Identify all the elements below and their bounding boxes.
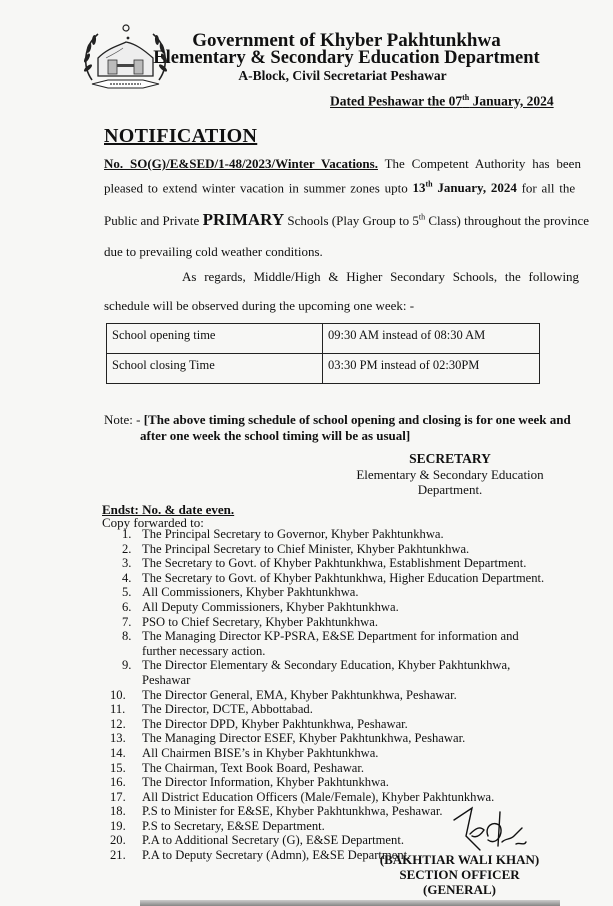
officer-designation: SECTION OFFICER (GENERAL) <box>399 867 520 897</box>
table-row <box>107 324 540 354</box>
copy-forwarded-label: Copy forwarded to: <box>102 515 204 530</box>
school-timing-table <box>106 323 540 384</box>
list-item: 14. All Chairmen BISE’s in Khyber Pakhtunkhwa. <box>110 745 379 760</box>
notification-paragraph-line: due to prevailing cold weather conditions. <box>104 244 323 259</box>
list-item: 15. The Chairman, Text Book Board, Peshawar. <box>110 760 365 775</box>
timing-value: 09:30 AM instead of 08:30 AM <box>323 324 540 354</box>
timing-label: School closing Time <box>107 354 323 384</box>
scan-edge-shadow <box>140 900 560 906</box>
officer-name: (BAKHTIAR WALI KHAN) <box>379 852 540 867</box>
notification-paragraph-line: pleased to extend winter vacation in summer zones upto 13th January, 2024 for all the <box>104 180 576 196</box>
list-item: 12. The Director DPD, Khyber Pakhtunkhwa, Peshawar. <box>110 716 408 731</box>
list-item: 16. The Director Information, Khyber Pakhtunkhwa. <box>110 775 389 790</box>
list-item: 4. The Secretary to Govt. of Khyber Pakhtunkhwa, Higher Education Department. <box>122 570 545 585</box>
list-item: 9. The Director Elementary & Secondary Education, Khyber Pakhtunkhwa, Peshawar <box>122 658 511 687</box>
secretary-signature-block <box>320 451 580 498</box>
section-officer-block <box>372 852 547 897</box>
list-item: 11. The Director, DCTE, Abbottabad. <box>110 702 313 717</box>
notification-paragraph-line: As regards, Middle/High & Higher Secondary Schools, the following <box>182 269 580 284</box>
header-government-name: Government of Khyber Pakhtunkhwa <box>192 30 501 51</box>
secretary-department: Elementary & Secondary Education <box>356 466 544 482</box>
endorsement-heading: Endst: No. & date even. <box>102 502 235 517</box>
primary-emphasis: PRIMARY <box>202 210 285 229</box>
header-department-name: Elementary & Secondary Education Department <box>153 48 540 68</box>
list-item: 3. The Secretary to Govt. of Khyber Pakhtunkhwa, Establishment Department. <box>122 556 527 571</box>
notification-paragraph-line: Public and Private PRIMARY Schools (Play Group to 5th Class) throughout the province <box>104 210 589 229</box>
header-address: A-Block, Civil Secretariat Peshawar <box>238 68 447 83</box>
notification-paragraph-line: No. SO(G)/E&SED/1-48/2023/Winter Vacations. The Competent Authority has been <box>104 156 581 171</box>
note-block: Note: - [The above timing schedule of school opening and closing is for one week and after one week the school timing will be as usual] <box>104 412 571 443</box>
list-item: 6. All Deputy Commissioners, Khyber Pakhtunkhwa. <box>122 599 399 614</box>
notification-paragraph-line: schedule will be observed during the upcoming one week: - <box>104 298 415 313</box>
reference-number: No. SO(G)/E&SED/1-48/2023/Winter Vacations. <box>104 156 378 171</box>
document-date: Dated Peshawar the 07th January, 2024 <box>330 93 554 109</box>
table-row <box>107 354 540 384</box>
list-item: 21. P.A to Deputy Secretary (Admn), E&SE Department. <box>110 848 411 863</box>
list-item: 18. P.S to Minister for E&SE, Khyber Pakhtunkhwa, Peshawar. <box>110 804 443 819</box>
list-item: 1. The Principal Secretary to Governor, Khyber Pakhtunkhwa. <box>122 527 444 541</box>
list-item: 20. P.A to Additional Secretary (G), E&SE Department. <box>110 833 404 848</box>
secretary-title: SECRETARY <box>409 451 491 466</box>
extended-date: 13th January, 2024 <box>412 180 517 196</box>
timing-value: 03:30 PM instead of 02:30PM <box>323 354 540 384</box>
list-item: 2. The Principal Secretary to Chief Minister, Khyber Pakhtunkhwa. <box>122 541 470 556</box>
list-item: 8. The Managing Director KP-PSRA, E&SE Department for information and further necessary action. <box>122 629 519 658</box>
list-item: 19. P.S to Secretary, E&SE Department. <box>110 818 325 833</box>
list-item: 5. All Commissioners, Khyber Pakhtunkhwa. <box>122 585 359 600</box>
list-item: 17. All District Education Officers (Male/Female), Khyber Pakhtunkhwa. <box>110 789 495 804</box>
list-item: 13. The Managing Director ESEF, Khyber Pakhtunkhwa, Peshawar. <box>110 731 466 746</box>
timing-label: School opening time <box>107 324 323 354</box>
list-item: 7. PSO to Chief Secretary, Khyber Pakhtunkhwa. <box>122 614 378 629</box>
list-item: 10. The Director General, EMA, Khyber Pakhtunkhwa, Peshawar. <box>110 687 457 702</box>
page-title: NOTIFICATION <box>104 125 258 147</box>
secretary-department: Department. <box>417 482 483 497</box>
